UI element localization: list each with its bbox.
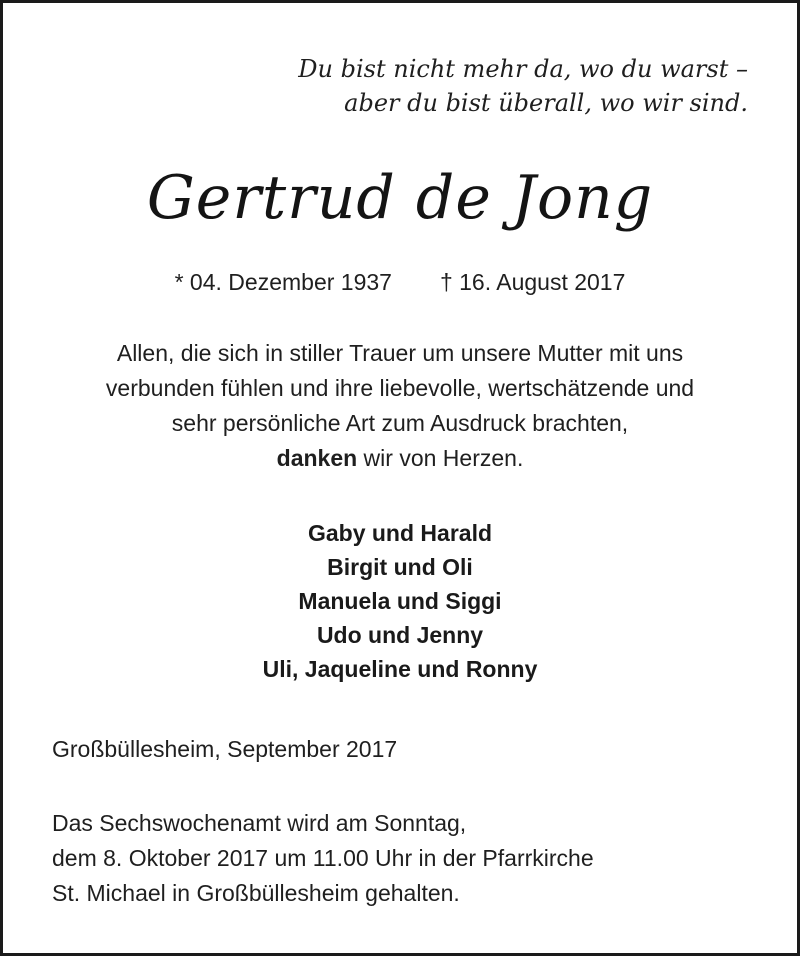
service-notice bbox=[52, 806, 594, 911]
quote-line-1: Du bist nicht mehr da, wo du warst – bbox=[298, 55, 748, 83]
thanks-line-2: verbunden fühlen und ihre liebevolle, wertschätzende und bbox=[105, 375, 695, 401]
quote-line-2: aber du bist überall, wo wir sind. bbox=[344, 89, 748, 117]
signer: Uli, Jaqueline und Ronny bbox=[262, 656, 538, 682]
place-date: Großbüllesheim, September 2017 bbox=[52, 736, 398, 762]
thanks-line-1: Allen, die sich in stiller Trauer um unsere Mutter mit uns bbox=[116, 340, 684, 366]
thanks-emphasis: danken bbox=[276, 445, 358, 471]
thanks-text bbox=[0, 336, 800, 476]
signers-list bbox=[0, 516, 800, 686]
deceased-name: Gertrud de Jong bbox=[146, 163, 654, 233]
signer: Udo und Jenny bbox=[316, 622, 484, 648]
service-line-3: St. Michael in Großbüllesheim gehalten. bbox=[52, 880, 460, 906]
death-date: † 16. August 2017 bbox=[439, 269, 626, 295]
signer: Birgit und Oli bbox=[327, 554, 473, 580]
signer: Gaby und Harald bbox=[307, 520, 493, 546]
memorial-quote bbox=[298, 52, 748, 120]
service-line-1: Das Sechswochenamt wird am Sonntag, bbox=[52, 810, 467, 836]
birth-date: * 04. Dezember 1937 bbox=[174, 269, 392, 295]
thanks-line-4 bbox=[0, 441, 800, 476]
thanks-line-3: sehr persönliche Art zum Ausdruck brachten, bbox=[171, 410, 629, 436]
service-line-2: dem 8. Oktober 2017 um 11.00 Uhr in der Pfarrkirche bbox=[52, 845, 594, 871]
thanks-line-4-rest: wir von Herzen. bbox=[357, 445, 524, 471]
signer: Manuela und Siggi bbox=[298, 588, 502, 614]
life-dates bbox=[0, 266, 800, 298]
